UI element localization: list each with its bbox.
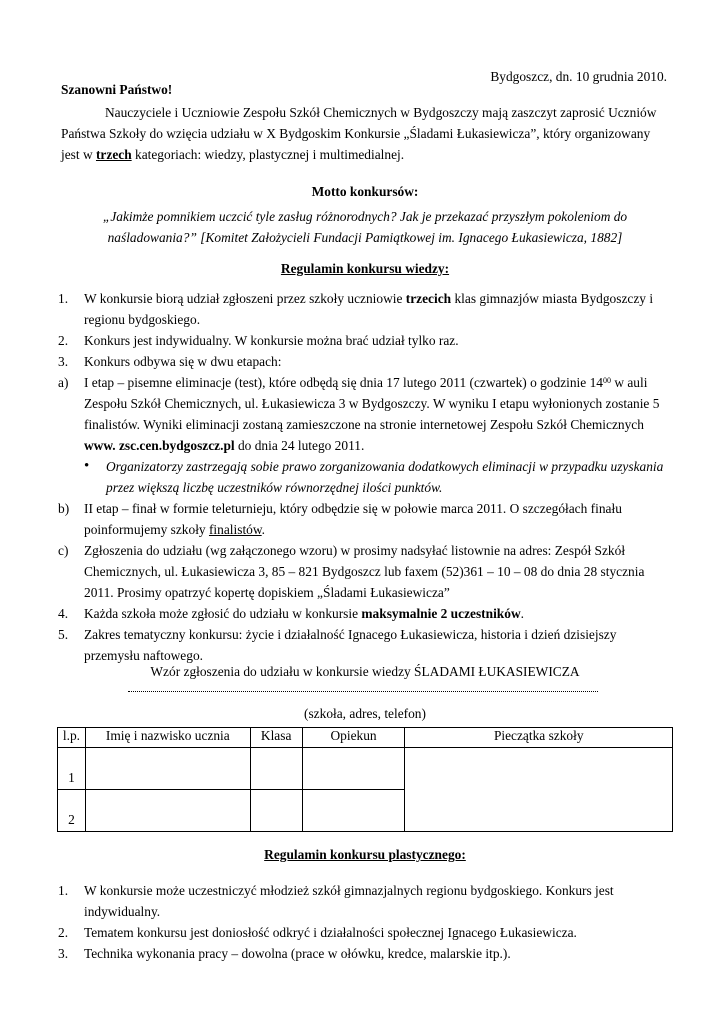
art-item-2: 2. Tematem konkursu jest doniosłość odkryć i działalności społecznej Ignacego Łukasiewicza.: [58, 925, 577, 940]
motto-quote: „Jakimże pomnikiem uczcić tyle zasług różnorodnych? Jak je przekazać przyszłym pokoleniom do naśladowania?” [Komitet Założycieli Fundacji Pamiątkowej im. Ignacego Łukasiewicza, 1882]: [102, 209, 628, 245]
greeting: Szanowni Państwo!: [61, 82, 173, 97]
column-header: l.p.: [58, 728, 86, 748]
form-caption: (szkoła, adres, telefon): [304, 706, 426, 721]
form-title: Wzór zgłoszenia do udziału w konkursie wiedzy ŚLADAMI ŁUKASIEWICZA: [150, 664, 580, 679]
letter-date: Bydgoszcz, dn. 10 grudnia 2010.: [490, 69, 667, 84]
knowledge-rules-title: Regulamin konkursu wiedzy:: [280, 261, 450, 276]
art-item-1: 1. W konkursie może uczestniczyć młodzież szkół gimnazjalnych regionu bydgoskiego. Konkurs jest indywidualny.: [58, 883, 614, 919]
knowledge-item-b: b) II etap – finał w formie teleturnieju, który odbędzie się w połowie marca 2011. O szczegółach finału poinformujemy szkoły finalistów.: [58, 501, 622, 537]
intro-emphasis: trzech: [95, 147, 132, 162]
student-name-cell[interactable]: [85, 790, 250, 832]
school-website: www. zsc.cen.bydgoszcz.pl: [84, 438, 235, 453]
intro-paragraph: Nauczyciele i Uczniowie Zespołu Szkół Chemicznych w Bydgoszczy mają zaszczyt zaprosić Uczniów Państwa Szkoły do wzięcia udziału w X Bydgoskim Konkursie „Śladami Łukasiewicza”, który organizowany jest w trzech kategoriach: wiedzy, plastycznej i multimedialnej.: [61, 105, 657, 162]
class-cell[interactable]: [250, 790, 302, 832]
row-number: 1: [58, 748, 86, 790]
knowledge-item-4: 4. Każda szkoła może zgłosić do udziału w konkursie maksymalnie 2 uczestników.: [58, 606, 524, 621]
student-name-cell[interactable]: [85, 748, 250, 790]
column-header: Klasa: [250, 728, 302, 748]
knowledge-item-3: 3. Konkurs odbywa się w dwu etapach:: [58, 354, 282, 369]
knowledge-item-a: a) I etap – pisemne eliminacje (test), które odbędą się dnia 17 lutego 2011 (czwartek) o godzinie $14^{00}$ w auli Zespołu Szkół Chemicznych, ul. Łukasiewicza 3 w Bydgoszczy. W wyniku I etapu wyłonionych zostanie 5 finalistów. Wyniki eliminacji zostaną zamieszczone na stronie internetowej Zespołu Szkół Chemicznych www. zsc.cen.bydgoszcz.pl do dnia 24 lutego 2011.: [58, 375, 660, 453]
school-stamp-cell[interactable]: [405, 748, 673, 832]
column-header: Opiekun: [302, 728, 405, 748]
registration-table: [57, 727, 673, 832]
column-header: Imię i nazwisko ucznia: [85, 728, 250, 748]
column-header: Pieczątka szkoły: [405, 728, 673, 748]
table-header-row: [58, 728, 673, 748]
art-rules-title: Regulamin konkursu plastycznego:: [264, 847, 466, 862]
knowledge-item-1: 1. W konkursie biorą udział zgłoszeni przez szkoły uczniowie trzecich klas gimnazjów miasta Bydgoszczy i regionu bydgoskiego.: [58, 291, 654, 327]
motto-title: Motto konkursów:: [311, 184, 419, 199]
class-cell[interactable]: [250, 748, 302, 790]
bullet-icon: •: [84, 458, 90, 474]
knowledge-bullet-note: • Organizatorzy zastrzegają sobie prawo zorganizowania dodatkowych eliminacji w przypadku uzyskania przez większą liczbę uczestników równorzędnej ilości punktów.: [84, 458, 664, 495]
art-item-3: 3. Technika wykonania pracy – dowolna (prace w ołówku, kredce, malarskie itp.).: [58, 946, 511, 961]
table-row: [58, 748, 673, 790]
row-number: 2: [58, 790, 86, 832]
knowledge-item-5: 5. Zakres tematyczny konkursu: życie i działalność Ignacego Łukasiewicza, historia i dzień dzisiejszy przemysłu naftowego.: [58, 627, 617, 663]
knowledge-item-c: c) Zgłoszenia do udziału (wg załączonego wzoru) w prosimy nadsyłać listownie na adres: Zespół Szkół Chemicznych, ul. Łukasiewicza 3, 85 – 821 Bydgoszcz lub faxem (52)361 – 10 – 08 do dnia 28 stycznia 2011. Prosimy opatrzyć kopertę dopiskiem „Śladami Łukasiewicza”: [58, 543, 645, 600]
knowledge-item-2: 2. Konkurs jest indywidualny. W konkursie można brać udział tylko raz.: [58, 333, 459, 348]
tutor-cell[interactable]: [302, 790, 405, 832]
tutor-cell[interactable]: [302, 748, 405, 790]
school-info-dotted-line: [128, 683, 598, 692]
